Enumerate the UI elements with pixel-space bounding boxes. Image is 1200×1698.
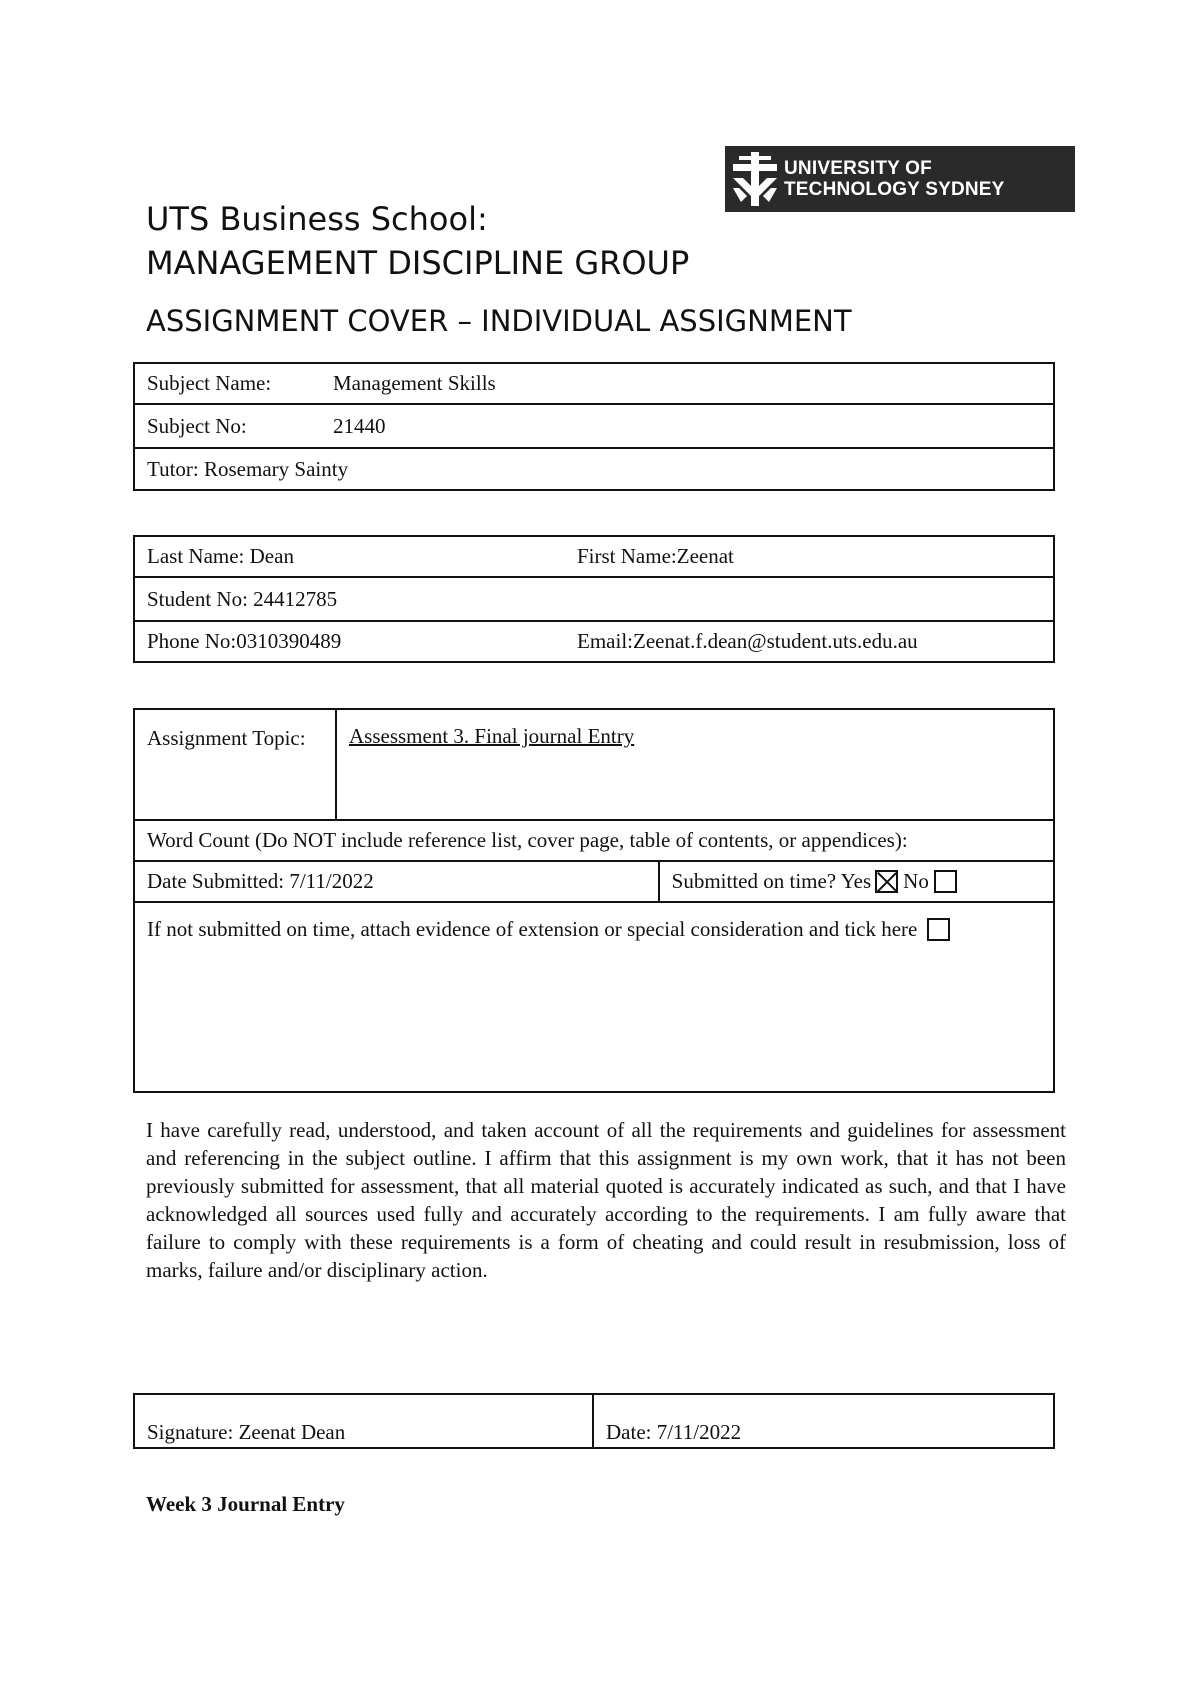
date-submitted: Date Submitted: 7/11/2022 <box>134 861 659 902</box>
subject-table <box>133 362 1055 491</box>
last-name: Last Name: Dean <box>134 536 565 577</box>
student-no: Student No: 24412785 <box>134 577 1054 621</box>
no-checkbox[interactable] <box>934 870 957 893</box>
topic-label: Assignment Topic: <box>134 709 336 820</box>
subject-name-row <box>134 363 1054 404</box>
no-label: No <box>903 869 929 893</box>
assignment-table <box>133 708 1055 1093</box>
subject-no-label: Subject No: <box>147 413 247 438</box>
logo-wordmark <box>784 158 1005 200</box>
word-count: Word Count (Do NOT include reference list, cover page, table of contents, or appendices): <box>134 820 1054 861</box>
signature-table <box>133 1393 1055 1449</box>
logo-line-1: UNIVERSITY OF <box>784 158 932 179</box>
subject-name-label: Subject Name: <box>147 371 272 395</box>
week-heading: Week 3 Journal Entry <box>146 1492 345 1516</box>
topic-value: Assessment 3. Final journal Entry <box>349 724 635 748</box>
extension-checkbox[interactable] <box>927 918 950 941</box>
cover-title: ASSIGNMENT COVER – INDIVIDUAL ASSIGNMENT <box>146 304 852 338</box>
logo-line-2: TECHNOLOGY SYDNEY <box>784 179 1005 200</box>
group-title: MANAGEMENT DISCIPLINE GROUP <box>146 244 690 282</box>
first-name: First Name:Zeenat <box>565 536 1054 577</box>
uts-crest-icon <box>729 150 781 208</box>
student-table <box>133 535 1055 663</box>
extension-text: If not submitted on time, attach evidence of extension or special consideration and tick here <box>147 917 918 941</box>
signature-date: Date: 7/11/2022 <box>593 1394 1054 1448</box>
declaration-text: I have carefully read, understood, and taken account of all the requirements and guidelines for assessment and referencing in the subject outline. I affirm that this assignment is my own work, that it has not been previously submitted for assessment, that all material quoted is accurately indicated as such, and that I have acknowledged all sources used fully and accurately according to the requirements. I am fully aware that failure to comply with these requirements is a form of cheating and could result in resubmission, loss of marks, failure and/or disciplinary action. <box>146 1118 1066 1282</box>
subject-no-value: 21440 <box>333 413 386 438</box>
school-title: UTS Business School: <box>146 200 488 238</box>
submitted-on-time <box>659 861 1054 902</box>
uts-logo <box>725 146 1075 212</box>
signature: Signature: Zeenat Dean <box>134 1394 593 1448</box>
phone-no: Phone No:0310390489 <box>134 621 565 662</box>
on-time-label: Submitted on time? Yes <box>671 869 872 893</box>
topic-cell <box>336 709 1054 820</box>
subject-name-value: Management Skills <box>333 371 496 395</box>
yes-checkbox[interactable] <box>875 870 898 893</box>
subject-no-row <box>134 404 1054 448</box>
email: Email:Zeenat.f.dean@student.uts.edu.au <box>565 621 1054 662</box>
tutor-row: Tutor: Rosemary Sainty <box>134 448 1054 490</box>
extension-cell <box>134 902 1054 1092</box>
